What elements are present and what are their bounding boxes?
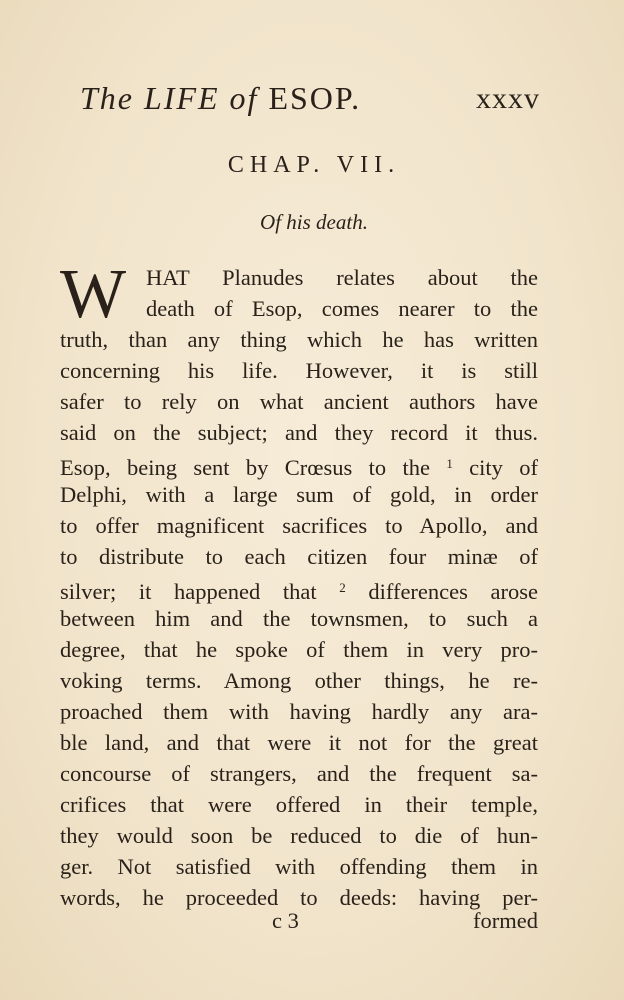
body-line: to offer magnificent sacrifices to Apollo, and bbox=[60, 513, 538, 538]
body-line: proached them with having hardly any ara- bbox=[60, 699, 538, 724]
chapter-heading: CHAP. VII. bbox=[227, 152, 401, 178]
body-line: concerning his life. However, it is still bbox=[60, 358, 538, 383]
body-line: death of Esop, comes nearer to the bbox=[146, 296, 538, 321]
footnote-marker: 1 bbox=[446, 456, 453, 471]
body-line: ger. Not satisfied with offending them in bbox=[60, 854, 538, 879]
title-the: The bbox=[80, 80, 134, 116]
drop-cap: W bbox=[60, 256, 127, 333]
signature-mark: c 3 bbox=[272, 908, 299, 933]
body-line: they would soon be reduced to die of hun- bbox=[60, 823, 538, 848]
body-line: words, he proceeded to deeds: having per- bbox=[60, 885, 538, 910]
catchword: formed bbox=[473, 908, 538, 933]
title-of: of bbox=[229, 80, 259, 116]
running-title bbox=[80, 80, 361, 117]
title-esop: ESOP. bbox=[268, 80, 362, 116]
body-line: said on the subject; and they record it thus. bbox=[60, 420, 538, 445]
body-line: truth, than any thing which he has written bbox=[60, 327, 538, 352]
body-line: Esop, being sent by Crœsus to the $^1$ city of bbox=[60, 455, 538, 480]
footnote-marker: 2 bbox=[339, 580, 346, 595]
page-footer bbox=[60, 908, 538, 938]
body-line: ble land, and that were it not for the great bbox=[60, 730, 538, 755]
body-line: Delphi, with a large sum of gold, in order bbox=[60, 482, 538, 507]
body-line: safer to rely on what ancient authors have bbox=[60, 389, 538, 414]
book-page bbox=[60, 0, 538, 1000]
body-line: degree, that he spoke of them in very pro- bbox=[60, 637, 538, 662]
body-line: voking terms. Among other things, he re- bbox=[60, 668, 538, 693]
running-header bbox=[60, 80, 538, 130]
page-number: xxxv bbox=[476, 82, 540, 115]
body-line: HAT Planudes relates about the bbox=[146, 265, 538, 290]
body-line: crifices that were offered in their temple, bbox=[60, 792, 538, 817]
body-line: silver; it happened that $^2$ differences arose bbox=[60, 579, 538, 604]
chapter-subtitle: Of his death. bbox=[260, 210, 368, 234]
body-line: to distribute to each citizen four minæ of bbox=[60, 544, 538, 569]
body-line: between him and the townsmen, to such a bbox=[60, 606, 538, 631]
body-line: concourse of strangers, and the frequent sa- bbox=[60, 761, 538, 786]
title-life: LIFE bbox=[144, 80, 220, 116]
